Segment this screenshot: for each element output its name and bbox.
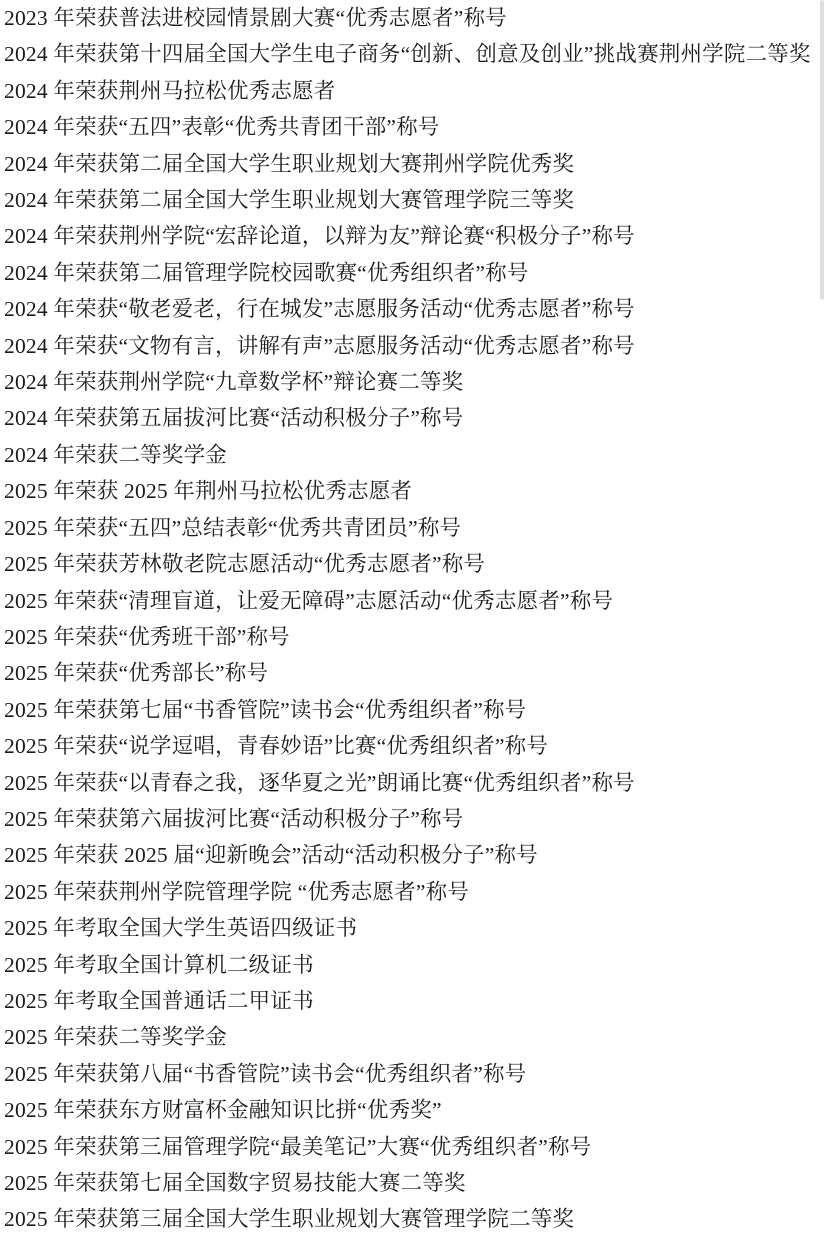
award-line: 2023 年荣获普法进校园情景剧大赛“优秀志愿者”称号 [4,6,507,30]
award-line: 2024 年荣获“文物有言，讲解有声”志愿服务活动“优秀志愿者”称号 [4,333,635,358]
award-line: 2025 年荣获荆州学院管理学院 “优秀志愿者”称号 [4,879,470,904]
award-line: 2025 年荣获 2025 年荆州马拉松优秀志愿者 [4,479,413,504]
award-line: 2025 年考取全国普通话二甲证书 [4,988,314,1013]
award-line: 2025 年荣获第八届“书香管院”读书会“优秀组织者”称号 [4,1061,527,1086]
award-line: 2025 年荣获“清理盲道，让爱无障碍”志愿活动“优秀志愿者”称号 [4,588,614,613]
award-line: 2024 年荣获荆州学院“宏辞论道，以辩为友”辩论赛“积极分子”称号 [4,224,635,249]
award-line: 2025 年荣获“优秀部长”称号 [4,661,269,686]
award-line: 2024 年荣获第五届拔河比赛“活动积极分子”称号 [4,406,464,431]
award-line: 2024 年荣获第二届全国大学生职业规划大赛荆州学院优秀奖 [4,151,575,176]
award-line: 2024 年荣获荆州马拉松优秀志愿者 [4,78,336,103]
award-line: 2024 年荣获第二届全国大学生职业规划大赛管理学院三等奖 [4,188,575,213]
award-line: 2025 年考取全国计算机二级证书 [4,952,314,977]
award-line: 2025 年荣获 2025 届“迎新晚会”活动“活动积极分子”称号 [4,843,538,868]
award-line: 2024 年荣获二等奖学金 [4,442,227,467]
award-line: 2025 年荣获“优秀班干部”称号 [4,624,290,649]
award-line: 2024 年荣获荆州学院“九章数学杯”辩论赛二等奖 [4,370,464,395]
award-line: 2025 年考取全国大学生英语四级证书 [4,916,358,941]
award-line: 2025 年荣获第三届全国大学生职业规划大赛管理学院二等奖 [4,1207,575,1232]
award-line: 2024 年荣获第十四届全国大学生电子商务“创新、创意及创业”挑战赛荆州学院二等奖 [4,42,811,67]
award-line: 2025 年荣获第七届“书香管院”读书会“优秀组织者”称号 [4,697,527,722]
award-line: 2025 年荣获第七届全国数字贸易技能大赛二等奖 [4,1171,466,1195]
award-line: 2024 年荣获“敬老爱老，行在城发”志愿服务活动“优秀志愿者”称号 [4,297,635,322]
award-line: 2025 年荣获东方财富杯金融知识比拼“优秀奖” [4,1098,442,1123]
award-line: 2024 年荣获第二届管理学院校园歌赛“优秀组织者”称号 [4,260,529,285]
scrollbar-thumb[interactable] [820,0,824,300]
award-line: 2024 年荣获“五四”表彰“优秀共青团干部”称号 [4,115,440,140]
vertical-scrollbar[interactable] [819,0,825,1232]
award-line: 2025 年荣获第三届管理学院“最美笔记”大赛“优秀组织者”称号 [4,1134,592,1159]
award-line: 2025 年荣获二等奖学金 [4,1025,227,1050]
award-line: 2025 年荣获“以青春之我，逐华夏之光”朗诵比赛“优秀组织者”称号 [4,770,635,795]
award-line: 2025 年荣获第六届拔河比赛“活动积极分子”称号 [4,806,464,831]
award-line: 2025 年荣获“说学逗唱，青春妙语”比赛“优秀组织者”称号 [4,734,549,759]
award-line: 2025 年荣获“五四”总结表彰“优秀共青团员”称号 [4,515,462,540]
award-line: 2025 年荣获芳林敬老院志愿活动“优秀志愿者”称号 [4,552,486,577]
